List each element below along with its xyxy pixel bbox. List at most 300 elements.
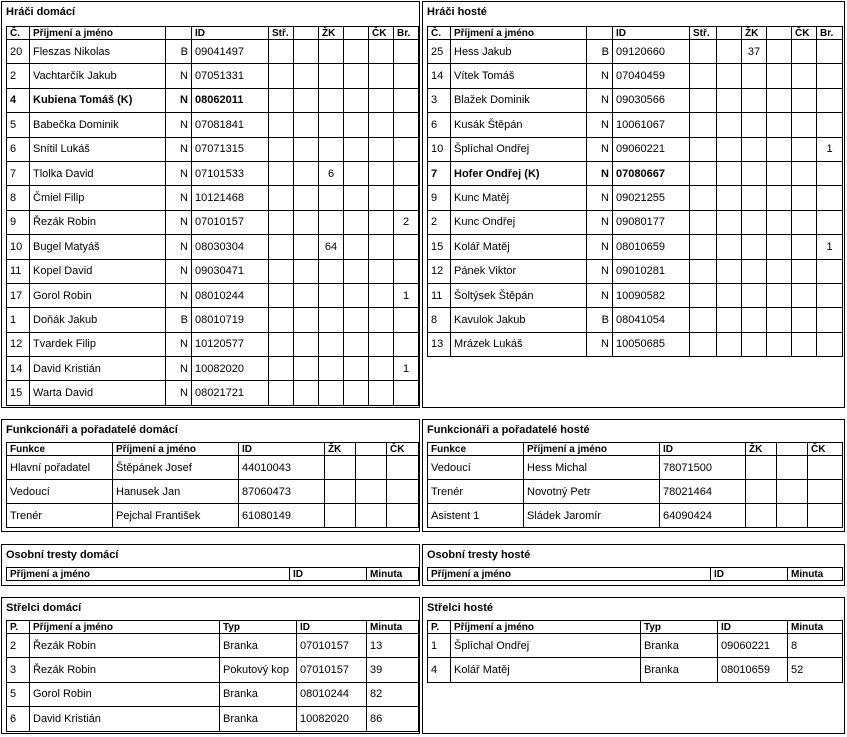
player-number: 17 bbox=[7, 283, 30, 307]
substitution-cell bbox=[690, 210, 717, 234]
player-name: Babečka Dominik bbox=[30, 113, 166, 137]
player-row bbox=[7, 283, 419, 307]
player-id: 08010244 bbox=[192, 283, 269, 307]
substitution-cell-2 bbox=[294, 381, 319, 405]
substitution-cell bbox=[269, 137, 294, 161]
player-name: Warta David bbox=[30, 381, 166, 405]
player-row bbox=[428, 186, 843, 210]
goals-count: 2 bbox=[394, 210, 419, 234]
player-id: 07101533 bbox=[192, 161, 269, 185]
player-id: 07010157 bbox=[192, 210, 269, 234]
player-position: N bbox=[166, 381, 192, 405]
yellow-card-minute bbox=[742, 88, 767, 112]
player-name: Blažek Dominik bbox=[451, 88, 587, 112]
yellow-card-minute bbox=[742, 308, 767, 332]
column-header: Typ bbox=[220, 621, 297, 634]
red-card-minute bbox=[369, 357, 394, 381]
substitution-cell bbox=[269, 357, 294, 381]
column-header bbox=[717, 27, 742, 40]
player-id: 07080667 bbox=[613, 161, 690, 185]
guest-penalties-title: Osobní tresty hosté bbox=[427, 549, 531, 561]
substitution-cell-2 bbox=[717, 259, 742, 283]
player-name: David Kristián bbox=[30, 357, 166, 381]
goals-count bbox=[817, 259, 843, 283]
substitution-cell bbox=[690, 88, 717, 112]
column-header: ČK bbox=[792, 27, 817, 40]
substitution-cell-2 bbox=[294, 137, 319, 161]
home-players-title: Hráči domácí bbox=[6, 6, 76, 18]
red-card-cell bbox=[808, 456, 843, 480]
yellow-card-minute: 64 bbox=[319, 235, 344, 259]
substitution-cell-2 bbox=[717, 186, 742, 210]
player-position: B bbox=[587, 308, 613, 332]
goal-minute: 86 bbox=[367, 707, 419, 731]
column-header: ID bbox=[290, 568, 367, 581]
player-position: N bbox=[166, 113, 192, 137]
official-id: 44010043 bbox=[239, 456, 325, 480]
yellow-card-cell-2 bbox=[767, 40, 792, 64]
red-card-cell bbox=[387, 480, 419, 504]
player-number: 20 bbox=[7, 40, 30, 64]
yellow-card-cell-2 bbox=[767, 64, 792, 88]
player-position: N bbox=[166, 64, 192, 88]
player-number: 25 bbox=[428, 40, 451, 64]
goal-type: Branka bbox=[641, 634, 718, 658]
yellow-card-cell bbox=[325, 504, 356, 528]
yellow-card-cell-2 bbox=[767, 88, 792, 112]
yellow-card-cell-2 bbox=[344, 381, 369, 405]
player-name: Mrázek Lukáš bbox=[451, 332, 587, 356]
goal-type: Branka bbox=[220, 682, 297, 706]
player-position: N bbox=[587, 186, 613, 210]
player-name: Fleszas Nikolas bbox=[30, 40, 166, 64]
yellow-card-cell-2 bbox=[344, 113, 369, 137]
player-name: Vítek Tomáš bbox=[451, 64, 587, 88]
player-number: 14 bbox=[428, 64, 451, 88]
home-officials-panel bbox=[1, 419, 420, 532]
column-header: ID bbox=[613, 27, 690, 40]
yellow-card-minute bbox=[742, 113, 767, 137]
guest-officials-panel bbox=[422, 419, 845, 532]
scorer-row bbox=[428, 658, 843, 682]
goal-minute: 52 bbox=[788, 658, 843, 682]
yellow-card-cell-2 bbox=[767, 186, 792, 210]
player-id: 09120660 bbox=[613, 40, 690, 64]
home-penalties-table bbox=[6, 567, 419, 581]
substitution-cell bbox=[269, 161, 294, 185]
substitution-cell-2 bbox=[294, 283, 319, 307]
column-header: Příjmení a jméno bbox=[428, 568, 711, 581]
scorer-id: 08010244 bbox=[297, 682, 367, 706]
official-row bbox=[428, 456, 843, 480]
goals-count: 1 bbox=[817, 235, 843, 259]
column-header: ID bbox=[297, 621, 367, 634]
scorer-row bbox=[7, 634, 419, 658]
table-header-row bbox=[428, 568, 843, 581]
yellow-card-cell-2 bbox=[344, 235, 369, 259]
column-header: Č. bbox=[428, 27, 451, 40]
player-id: 10082020 bbox=[192, 357, 269, 381]
home-scorers-table bbox=[6, 620, 419, 732]
red-card-minute bbox=[369, 88, 394, 112]
yellow-card-cell bbox=[325, 456, 356, 480]
player-id: 08030304 bbox=[192, 235, 269, 259]
guest-penalties-panel bbox=[422, 544, 845, 586]
goals-count bbox=[817, 40, 843, 64]
yellow-card-cell-2 bbox=[344, 161, 369, 185]
column-header: Příjmení a jméno bbox=[451, 621, 641, 634]
yellow-card-cell-2 bbox=[344, 64, 369, 88]
player-row bbox=[7, 308, 419, 332]
official-name: Novotný Petr bbox=[524, 480, 660, 504]
official-role: Trenér bbox=[428, 480, 524, 504]
player-id: 10090582 bbox=[613, 283, 690, 307]
yellow-card-minute bbox=[319, 88, 344, 112]
player-name: Kopel David bbox=[30, 259, 166, 283]
yellow-card-cell bbox=[746, 456, 777, 480]
substitution-cell-2 bbox=[294, 259, 319, 283]
yellow-card-minute: 37 bbox=[742, 40, 767, 64]
goals-count bbox=[817, 186, 843, 210]
substitution-cell-2 bbox=[294, 88, 319, 112]
red-card-minute bbox=[369, 113, 394, 137]
yellow-card-cell-2 bbox=[767, 210, 792, 234]
yellow-card-cell-2 bbox=[777, 504, 808, 528]
player-position: N bbox=[166, 161, 192, 185]
substitution-cell bbox=[269, 64, 294, 88]
red-card-minute bbox=[369, 186, 394, 210]
player-id: 07071315 bbox=[192, 137, 269, 161]
goal-type: Branka bbox=[220, 634, 297, 658]
column-header: Typ bbox=[641, 621, 718, 634]
substitution-cell-2 bbox=[717, 332, 742, 356]
official-role: Asistent 1 bbox=[428, 504, 524, 528]
official-role: Vedoucí bbox=[428, 456, 524, 480]
substitution-cell-2 bbox=[717, 283, 742, 307]
player-row bbox=[428, 64, 843, 88]
yellow-card-cell-2 bbox=[767, 332, 792, 356]
goals-count bbox=[817, 88, 843, 112]
goals-count bbox=[394, 308, 419, 332]
player-row bbox=[7, 40, 419, 64]
substitution-cell bbox=[269, 40, 294, 64]
column-header: Minuta bbox=[788, 621, 843, 634]
yellow-card-cell-2 bbox=[777, 456, 808, 480]
yellow-card-cell-2 bbox=[344, 283, 369, 307]
yellow-card-minute bbox=[742, 137, 767, 161]
yellow-card-minute bbox=[742, 186, 767, 210]
red-card-minute bbox=[792, 308, 817, 332]
yellow-card-cell-2 bbox=[344, 210, 369, 234]
player-name: Kunc Matěj bbox=[451, 186, 587, 210]
substitution-cell-2 bbox=[717, 308, 742, 332]
column-header: ŽK bbox=[742, 27, 767, 40]
scorer-row bbox=[7, 707, 419, 731]
column-header: Příjmení a jméno bbox=[451, 27, 587, 40]
column-header: Příjmení a jméno bbox=[524, 443, 660, 456]
guest-officials-table bbox=[427, 442, 843, 528]
goal-minute: 39 bbox=[367, 658, 419, 682]
player-number: 8 bbox=[7, 186, 30, 210]
player-name: Kolář Matěj bbox=[451, 235, 587, 259]
player-number: 8 bbox=[428, 308, 451, 332]
player-row bbox=[7, 137, 419, 161]
player-name: Bugel Matyáš bbox=[30, 235, 166, 259]
table-header-row bbox=[7, 568, 419, 581]
official-row bbox=[428, 480, 843, 504]
home-officials-table bbox=[6, 442, 419, 528]
substitution-cell-2 bbox=[717, 235, 742, 259]
player-position: N bbox=[587, 210, 613, 234]
player-number: 6 bbox=[428, 113, 451, 137]
player-position: N bbox=[166, 283, 192, 307]
goals-count bbox=[394, 235, 419, 259]
goals-count bbox=[394, 161, 419, 185]
player-number: 11 bbox=[7, 259, 30, 283]
official-name: Hess Michal bbox=[524, 456, 660, 480]
player-number: 14 bbox=[7, 357, 30, 381]
goal-minute: 82 bbox=[367, 682, 419, 706]
yellow-card-minute bbox=[319, 332, 344, 356]
player-row bbox=[428, 332, 843, 356]
yellow-card-minute bbox=[319, 186, 344, 210]
player-name: Řezák Robin bbox=[30, 210, 166, 234]
official-row bbox=[428, 504, 843, 528]
substitution-cell-2 bbox=[717, 113, 742, 137]
yellow-card-minute bbox=[742, 161, 767, 185]
player-name: Gorol Robin bbox=[30, 283, 166, 307]
player-name: Hofer Ondřej (K) bbox=[451, 161, 587, 185]
column-header: ŽK bbox=[319, 27, 344, 40]
yellow-card-minute bbox=[319, 210, 344, 234]
player-id: 09021255 bbox=[613, 186, 690, 210]
column-header: P. bbox=[7, 621, 30, 634]
red-card-minute bbox=[369, 40, 394, 64]
goal-type: Pokutový kop bbox=[220, 658, 297, 682]
player-name: Snítil Lukáš bbox=[30, 137, 166, 161]
column-header: P. bbox=[428, 621, 451, 634]
player-number: 7 bbox=[428, 161, 451, 185]
player-number: 2 bbox=[428, 210, 451, 234]
goal-minute: 8 bbox=[788, 634, 843, 658]
red-card-cell bbox=[808, 504, 843, 528]
player-id: 08041054 bbox=[613, 308, 690, 332]
player-position: N bbox=[166, 137, 192, 161]
scorer-row bbox=[7, 682, 419, 706]
guest-scorers-panel bbox=[422, 597, 845, 734]
column-header bbox=[777, 443, 808, 456]
player-number: 9 bbox=[7, 210, 30, 234]
yellow-card-minute bbox=[319, 40, 344, 64]
player-name: Tlolka David bbox=[30, 161, 166, 185]
yellow-card-cell-2 bbox=[356, 480, 387, 504]
yellow-card-minute bbox=[319, 381, 344, 405]
column-header: Funkce bbox=[7, 443, 113, 456]
yellow-card-cell-2 bbox=[344, 308, 369, 332]
table-header-row bbox=[7, 621, 419, 634]
column-header: Příjmení a jméno bbox=[7, 568, 290, 581]
yellow-card-cell-2 bbox=[767, 283, 792, 307]
player-row bbox=[7, 332, 419, 356]
player-position: N bbox=[587, 88, 613, 112]
official-row bbox=[7, 480, 419, 504]
scorer-name: Gorol Robin bbox=[30, 682, 220, 706]
player-id: 07051331 bbox=[192, 64, 269, 88]
guest-players-title: Hráči hosté bbox=[427, 6, 487, 18]
red-card-minute bbox=[792, 137, 817, 161]
column-header bbox=[344, 27, 369, 40]
yellow-card-cell-2 bbox=[767, 259, 792, 283]
goals-count bbox=[817, 283, 843, 307]
yellow-card-cell-2 bbox=[767, 235, 792, 259]
official-id: 61080149 bbox=[239, 504, 325, 528]
red-card-minute bbox=[792, 235, 817, 259]
table-header-row bbox=[428, 621, 843, 634]
substitution-cell bbox=[690, 259, 717, 283]
official-id: 64090424 bbox=[660, 504, 746, 528]
scorer-id: 10082020 bbox=[297, 707, 367, 731]
column-header: Příjmení a jméno bbox=[30, 621, 220, 634]
player-row bbox=[7, 161, 419, 185]
red-card-minute bbox=[792, 283, 817, 307]
substitution-cell-2 bbox=[717, 64, 742, 88]
player-position: N bbox=[166, 186, 192, 210]
table-header-row bbox=[7, 443, 419, 456]
red-card-minute bbox=[792, 332, 817, 356]
official-role: Hlavní pořadatel bbox=[7, 456, 113, 480]
red-card-minute bbox=[792, 40, 817, 64]
player-id: 08010659 bbox=[613, 235, 690, 259]
column-header: Minuta bbox=[788, 568, 843, 581]
scorer-id: 07010157 bbox=[297, 634, 367, 658]
player-number: 10 bbox=[428, 137, 451, 161]
substitution-cell-2 bbox=[294, 186, 319, 210]
player-position: B bbox=[587, 40, 613, 64]
player-number: 12 bbox=[428, 259, 451, 283]
column-header: Stř. bbox=[269, 27, 294, 40]
player-row bbox=[7, 113, 419, 137]
red-card-minute bbox=[369, 137, 394, 161]
player-name: Šoltýsek Štěpán bbox=[451, 283, 587, 307]
yellow-card-cell-2 bbox=[777, 480, 808, 504]
player-number: 2 bbox=[7, 64, 30, 88]
yellow-card-cell-2 bbox=[344, 186, 369, 210]
player-position: B bbox=[166, 40, 192, 64]
substitution-cell-2 bbox=[294, 64, 319, 88]
substitution-cell bbox=[690, 137, 717, 161]
goal-order: 3 bbox=[7, 658, 30, 682]
red-card-cell bbox=[808, 480, 843, 504]
player-number: 5 bbox=[7, 113, 30, 137]
player-row bbox=[428, 161, 843, 185]
substitution-cell bbox=[690, 308, 717, 332]
substitution-cell bbox=[269, 283, 294, 307]
yellow-card-minute bbox=[742, 283, 767, 307]
player-position: N bbox=[587, 259, 613, 283]
player-row bbox=[428, 88, 843, 112]
home-players-table bbox=[6, 26, 419, 406]
yellow-card-cell-2 bbox=[356, 456, 387, 480]
column-header: ID bbox=[711, 568, 788, 581]
scorer-id: 09060221 bbox=[718, 634, 788, 658]
player-row bbox=[428, 283, 843, 307]
goals-count bbox=[817, 308, 843, 332]
column-header: Minuta bbox=[367, 568, 419, 581]
player-row bbox=[7, 88, 419, 112]
player-number: 7 bbox=[7, 161, 30, 185]
scorer-name: Kolář Matěj bbox=[451, 658, 641, 682]
player-id: 09060221 bbox=[613, 137, 690, 161]
player-id: 10061067 bbox=[613, 113, 690, 137]
goal-order: 2 bbox=[7, 634, 30, 658]
yellow-card-minute bbox=[319, 283, 344, 307]
scorer-name: Řezák Robin bbox=[30, 658, 220, 682]
goals-count bbox=[817, 332, 843, 356]
substitution-cell bbox=[690, 186, 717, 210]
substitution-cell bbox=[690, 332, 717, 356]
player-id: 09010281 bbox=[613, 259, 690, 283]
official-id: 87060473 bbox=[239, 480, 325, 504]
yellow-card-cell-2 bbox=[767, 161, 792, 185]
scorer-name: Řezák Robin bbox=[30, 634, 220, 658]
scorer-name: Šplíchal Ondřej bbox=[451, 634, 641, 658]
player-name: Tvardek Filip bbox=[30, 332, 166, 356]
yellow-card-cell-2 bbox=[344, 332, 369, 356]
substitution-cell-2 bbox=[294, 332, 319, 356]
table-header-row bbox=[428, 27, 843, 40]
column-header: ČK bbox=[808, 443, 843, 456]
red-card-minute bbox=[792, 186, 817, 210]
column-header bbox=[356, 443, 387, 456]
goals-count bbox=[394, 186, 419, 210]
yellow-card-minute bbox=[319, 259, 344, 283]
goals-count bbox=[394, 40, 419, 64]
goal-minute: 13 bbox=[367, 634, 419, 658]
official-name: Pejchal František bbox=[113, 504, 239, 528]
yellow-card-cell-2 bbox=[356, 504, 387, 528]
player-number: 10 bbox=[7, 235, 30, 259]
column-header bbox=[294, 27, 319, 40]
red-card-minute bbox=[792, 88, 817, 112]
column-header: ČK bbox=[387, 443, 419, 456]
scorer-id: 08010659 bbox=[718, 658, 788, 682]
goal-type: Branka bbox=[641, 658, 718, 682]
yellow-card-cell-2 bbox=[344, 259, 369, 283]
yellow-card-cell-2 bbox=[767, 137, 792, 161]
player-number: 13 bbox=[428, 332, 451, 356]
goals-count: 1 bbox=[394, 357, 419, 381]
player-position: N bbox=[166, 88, 192, 112]
player-name: Doňák Jakub bbox=[30, 308, 166, 332]
yellow-card-minute bbox=[742, 259, 767, 283]
substitution-cell bbox=[690, 64, 717, 88]
column-header: ID bbox=[660, 443, 746, 456]
substitution-cell-2 bbox=[294, 161, 319, 185]
column-header bbox=[587, 27, 613, 40]
yellow-card-cell-2 bbox=[344, 40, 369, 64]
substitution-cell-2 bbox=[294, 40, 319, 64]
yellow-card-minute bbox=[742, 210, 767, 234]
red-card-minute bbox=[369, 235, 394, 259]
goals-count bbox=[817, 64, 843, 88]
red-card-minute bbox=[369, 381, 394, 405]
guest-players-table bbox=[427, 26, 843, 357]
red-card-minute bbox=[792, 210, 817, 234]
column-header: ŽK bbox=[325, 443, 356, 456]
player-id: 10121468 bbox=[192, 186, 269, 210]
column-header: ČK bbox=[369, 27, 394, 40]
substitution-cell-2 bbox=[717, 137, 742, 161]
